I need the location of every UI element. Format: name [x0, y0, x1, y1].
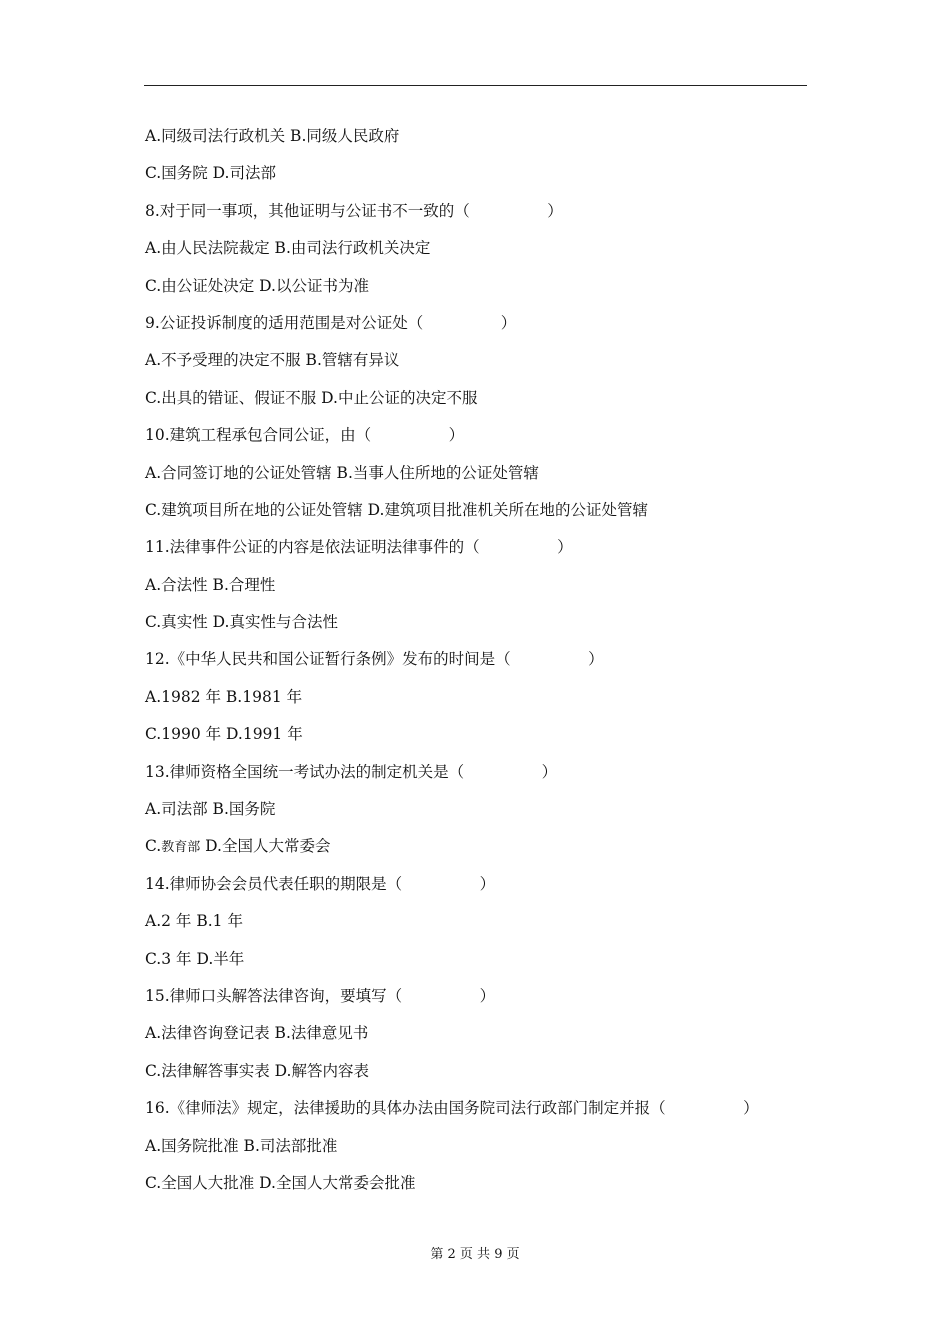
document-body: [145, 122, 845, 1206]
option-line: C.全国人大批准 D.全国人大常委会批准: [145, 1173, 416, 1192]
header-rule: [144, 85, 807, 86]
option-line: C.国务院 D.司法部: [145, 164, 276, 183]
question-line: 12.《中华人民共和国公证暂行条例》发布的时间是（ ）: [145, 650, 604, 669]
option-small-text: 教育部: [161, 840, 201, 856]
option-line: C.法律解答事实表 D.解答内容表: [145, 1061, 369, 1080]
option-line: C.真实性 D.真实性与合法性: [145, 613, 338, 632]
option-line: A.法律咨询登记表 B.法律意见书: [145, 1024, 369, 1043]
option-line: A.同级司法行政机关 B.同级人民政府: [145, 127, 400, 145]
question-line: 16.《律师法》规定，法律援助的具体办法由国务院司法行政部门制定并报（ ）: [145, 1099, 759, 1118]
question-line: 9.公证投诉制度的适用范围是对公证处（ ）: [145, 313, 517, 332]
option-line: C.3 年 D.半年: [145, 949, 245, 968]
option-line: A.国务院批准 B.司法部批准: [145, 1136, 338, 1155]
option-line: A.不予受理的决定不服 B.管辖有异议: [145, 351, 400, 370]
option-prefix: C.: [145, 837, 162, 856]
option-line: A.1982 年 B.1981 年: [145, 687, 303, 706]
question-line: 13.律师资格全国统一考试办法的制定机关是（ ）: [145, 762, 558, 781]
option-line: A.合同签订地的公证处管辖 B.当事人住所地的公证处管辖: [145, 463, 539, 482]
page-number-footer: 第 2 页 共 9 页: [430, 1247, 520, 1262]
option-line-c13: [145, 832, 845, 869]
question-line: 15.律师口头解答法律咨询，要填写（ ）: [145, 986, 496, 1005]
option-line: A.2 年 B.1 年: [145, 912, 243, 931]
option-line: C.1990 年 D.1991 年: [145, 725, 303, 744]
option-line: C.由公证处决定 D.以公证书为准: [145, 276, 369, 295]
question-line: 11.法律事件公证的内容是依法证明法律事件的（ ）: [145, 538, 573, 557]
option-line: A.司法部 B.国务院: [145, 800, 276, 819]
question-line: 10.建筑工程承包合同公证，由（ ）: [145, 426, 465, 445]
question-line: 8.对于同一事项，其他证明与公证书不一致的（ ）: [145, 201, 563, 220]
question-line: 14.律师协会会员代表任职的期限是（ ）: [145, 874, 496, 893]
option-line: C.出具的错证、假证不服 D.中止公证的决定不服: [145, 388, 478, 407]
option-line: A.由人民法院裁定 B.由司法行政机关决定: [145, 239, 431, 258]
option-line: C.建筑项目所在地的公证处管辖 D.建筑项目批准机关所在地的公证处管辖: [145, 500, 648, 519]
option-line: A.合法性 B.合理性: [145, 575, 276, 594]
option-suffix: D.全国人大常委会: [200, 837, 331, 856]
